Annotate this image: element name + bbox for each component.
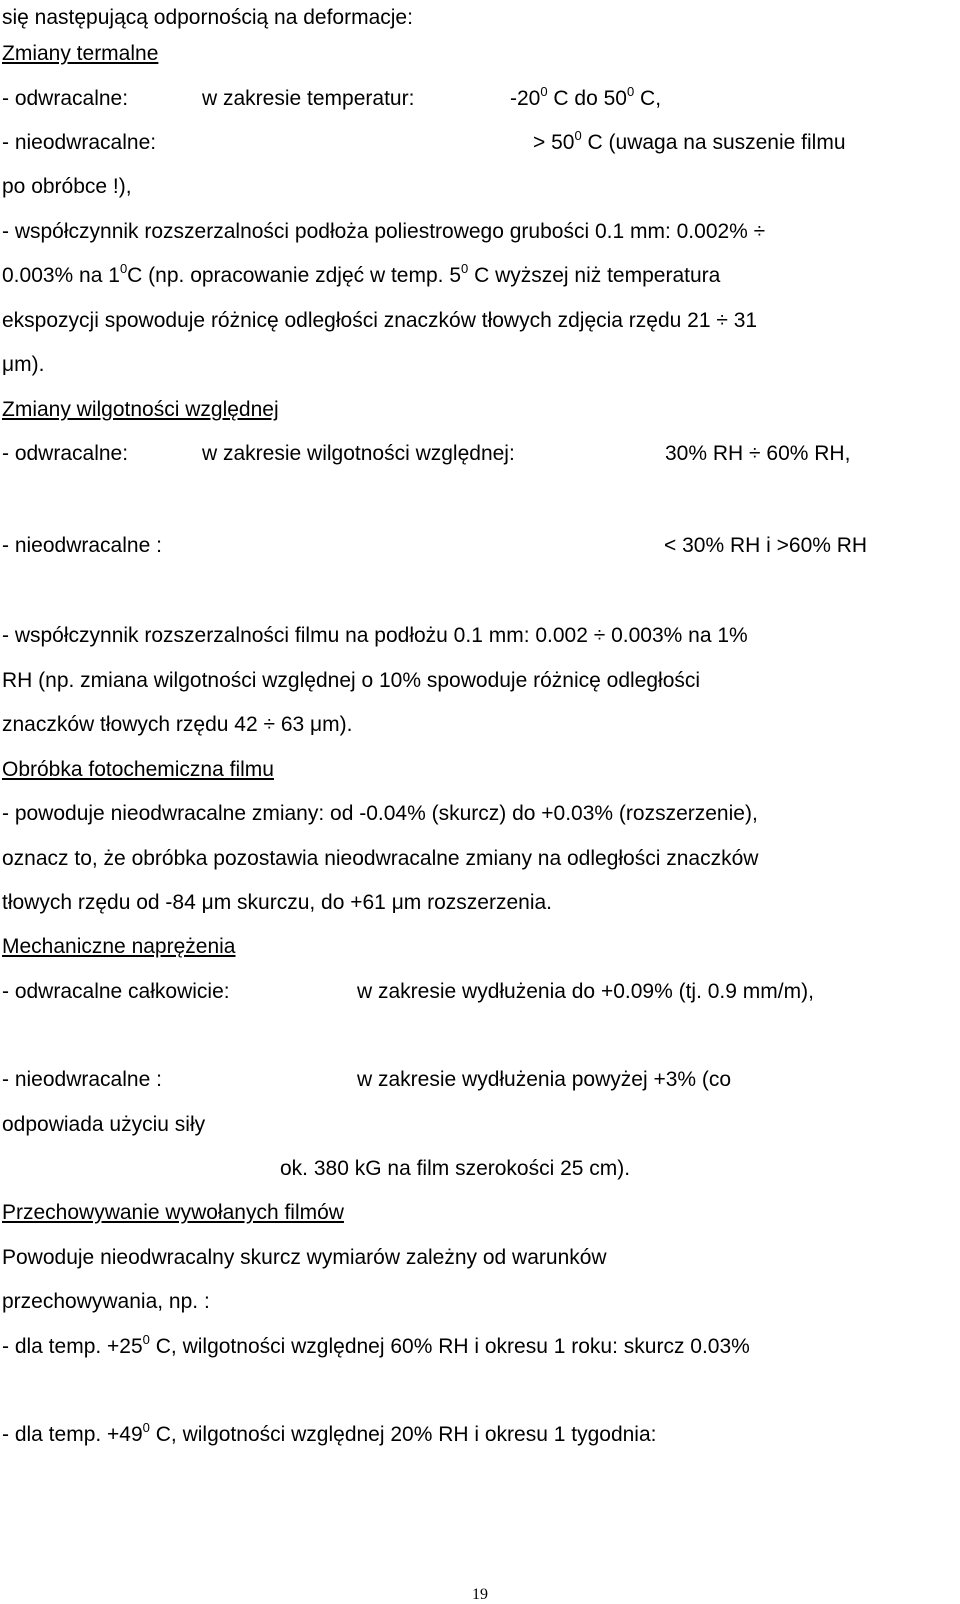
humidity-coefficient-line1: - współczynnik rozszerzalności filmu na podłożu 0.1 mm: 0.002 ÷ 0.003% na 1%: [2, 624, 748, 647]
thermal-irreversible-label: - nieodwracalne:: [2, 131, 157, 154]
mechanical-irreversible-value: w zakresie wydłużenia powyżej +3% (co: [357, 1068, 732, 1091]
mechanical-irreversible-continuation2: ok. 380 kG na film szerokości 25 cm).: [280, 1157, 631, 1180]
storage-item1: - dla temp. $+25^0$ C, wilgotności względnej 60% RH i okresu 1 roku: skurcz 0.03%: [2, 1332, 750, 1358]
processing-line2: oznacz to, że obróbka pozostawia nieodwracalne zmiany na odległości znaczków: [2, 847, 759, 870]
mechanical-irreversible-label: - nieodwracalne :: [2, 1068, 162, 1091]
thermal-coefficient-line4: μm).: [2, 353, 45, 376]
heading-thermal-changes: Zmiany termalne: [2, 42, 159, 65]
thermal-reversible-range: $-20^0$ C do $50^0$ C,: [510, 84, 662, 110]
storage-line1: Powoduje nieodwracalny skurcz wymiarów zależny od warunków: [2, 1246, 607, 1269]
humidity-coefficient-line3: znaczków tłowych rzędu 42 ÷ 63 μm).: [2, 713, 353, 736]
mechanical-reversible-label: - odwracalne całkowicie:: [2, 980, 230, 1003]
processing-line3: tłowych rzędu od -84 μm skurczu, do +61 μm rozszerzenia.: [2, 891, 553, 914]
page-number: 19: [472, 1586, 488, 1603]
thermal-irreversible-value: > $50^0$ C (uwaga na suszenie filmu: [533, 128, 846, 154]
thermal-coefficient-line3: ekspozycji spowoduje różnicę odległości znaczków tłowych zdjęcia rzędu 21 ÷ 31: [2, 309, 758, 332]
storage-item2: - dla temp. $+49^0$ C, wilgotności względnej 20% RH i okresu 1 tygodnia:: [2, 1420, 657, 1446]
thermal-coefficient-line2: 0.003% na $1^0C$ (np. opracowanie zdjęć w temp. $5^0$ C wyższej niż temperatura: [2, 261, 721, 287]
humidity-coefficient-line2: RH (np. zmiana wilgotności względnej o 10% spowoduje różnicę odległości: [2, 669, 701, 692]
heading-photochemical-processing: Obróbka fotochemiczna filmu: [2, 758, 274, 781]
thermal-irreversible-continuation: po obróbce !),: [2, 175, 132, 198]
heading-humidity-changes: Zmiany wilgotności względnej: [2, 398, 279, 421]
thermal-reversible-label: - odwracalne:: [2, 87, 129, 110]
humidity-irreversible-value: < 30% RH i >60% RH: [664, 534, 868, 557]
heading-storage: Przechowywanie wywołanych filmów: [2, 1201, 344, 1224]
humidity-reversible-label: - odwracalne:: [2, 442, 129, 465]
thermal-coefficient-line1: - współczynnik rozszerzalności podłoża poliestrowego grubości 0.1 mm: 0.002% ÷: [2, 220, 766, 243]
mechanical-reversible-value: w zakresie wydłużenia do +0.09% (tj. 0.9 mm/m),: [357, 980, 814, 1003]
thermal-reversible-range-label: w zakresie temperatur:: [202, 87, 415, 110]
humidity-irreversible-label: - nieodwracalne :: [2, 534, 162, 557]
storage-line2: przechowywania, np. :: [2, 1290, 210, 1313]
processing-line1: - powoduje nieodwracalne zmiany: od -0.04% (skurcz) do +0.03% (rozszerzenie),: [2, 802, 758, 825]
intro-text: się następującą odpornością na deformacje:: [2, 6, 413, 29]
heading-mechanical-stress: Mechaniczne naprężenia: [2, 935, 236, 958]
humidity-reversible-value: 30% RH ÷ 60% RH,: [665, 442, 851, 465]
humidity-reversible-range-label: w zakresie wilgotności względnej:: [202, 442, 515, 465]
mechanical-irreversible-continuation: odpowiada użyciu siły: [2, 1113, 206, 1136]
